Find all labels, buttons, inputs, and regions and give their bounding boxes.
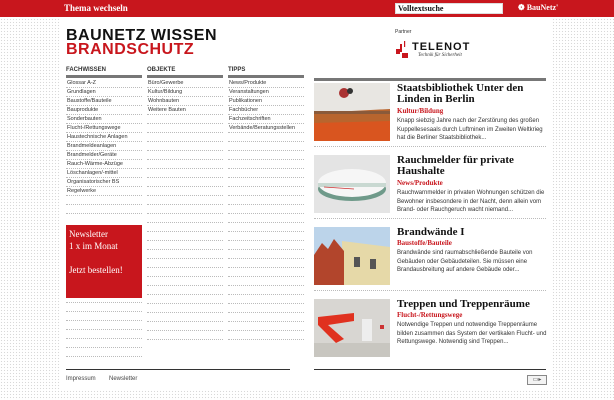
spacer [69,252,139,264]
nav-item[interactable]: Brandmelder/Geräte [66,151,142,160]
empty-row [147,304,223,313]
nav-fachwissen [66,67,142,357]
empty-row [228,205,304,214]
empty-row [228,295,304,304]
article-image[interactable] [314,227,390,285]
article-title[interactable]: Rauchmelder für private Haushalte [397,154,514,177]
empty-row [66,196,142,205]
partner-logo[interactable] [396,39,476,61]
nav-item[interactable]: Flucht-/Rettungswege [66,124,142,133]
nav-item[interactable]: Fachbücher [228,106,304,115]
print-icon: ▭▸ [532,377,542,383]
empty-row [147,178,223,187]
empty-row [147,250,223,259]
article-category[interactable]: Kultur/Bildung [397,107,444,115]
nav-item[interactable]: Veranstaltungen [228,88,304,97]
main-page [60,17,552,390]
empty-row [228,331,304,340]
newsletter-link[interactable]: Newsletter [109,376,138,382]
empty-row [147,187,223,196]
empty-row [228,259,304,268]
empty-row [66,321,142,330]
empty-row [147,259,223,268]
empty-row [147,214,223,223]
empty-row [228,178,304,187]
top-bar [0,0,614,17]
empty-row [147,133,223,142]
article-teaser[interactable] [314,297,546,363]
empty-row [228,241,304,250]
article-excerpt: Brandwände sind raumabschließende Bauteile von Gebäuden oder Gebäudeteilen. Sie müssen eine Brandausbreitung auf andere Gebäude oder... [397,250,533,273]
empty-row [147,196,223,205]
nav-item[interactable]: Brandmeldeanlagen [66,142,142,151]
empty-row [147,295,223,304]
empty-row [147,223,223,232]
telenot-mark-icon [396,41,410,59]
empty-row [228,142,304,151]
empty-row [228,196,304,205]
empty-row [147,205,223,214]
divider [66,369,290,370]
nav-item[interactable]: Büro/Gewerbe [147,79,223,88]
article-title[interactable]: Staatsbibliothek Unter den Linden in Berlin [397,82,524,105]
empty-row [228,268,304,277]
article-category[interactable]: Flucht-/Rettungswege [397,311,463,319]
empty-row [147,232,223,241]
empty-row [147,313,223,322]
empty-row [147,286,223,295]
nav-item[interactable]: Baustoffe/Bauteile [66,97,142,106]
nav-item[interactable]: Haustechnische Anlagen [66,133,142,142]
nav-tipps [228,67,304,340]
search-input[interactable]: Volltextsuche [395,3,503,14]
article-teaser[interactable] [314,81,546,147]
partner-name: TELENOT [412,41,471,53]
empty-row [147,124,223,133]
nav-item[interactable]: Organisatorischer BS [66,178,142,187]
article-title[interactable]: Brandwände I [397,226,465,238]
divider [314,369,546,370]
nav-item[interactable]: Wohnbauten [147,97,223,106]
divider [147,75,223,78]
nav-item[interactable]: Publikationen [228,97,304,106]
article-image[interactable] [314,155,390,213]
empty-row [66,330,142,339]
empty-row [147,142,223,151]
nav-objekte [147,67,223,340]
article-teaser[interactable] [314,153,546,219]
empty-row [228,304,304,313]
newsletter-line2: 1 x im Monat [69,241,118,251]
theme-switch-link[interactable]: Thema wechseln [64,3,128,13]
empty-row [228,133,304,142]
divider [66,75,142,78]
partner-label: Partner [395,29,412,35]
partner-tagline: Technik für Sicherheit [418,53,462,58]
impressum-link[interactable]: Impressum [66,376,96,382]
nav-item[interactable]: News/Produkte [228,79,304,88]
nav-item[interactable]: Löschanlagen/-mittel [66,169,142,178]
newsletter-line1: Newsletter [69,229,108,239]
empty-row [147,169,223,178]
nav-item[interactable]: Fachzeitschriften [228,115,304,124]
article-excerpt: Knapp siebzig Jahre nach der Zerstörung des großen Kuppellesesaals durch Luftminen im Zweiten Weltkrieg hat die Berliner Staatsbibliothek... [397,118,543,141]
nav-header-fachwissen: FACHWISSEN [66,67,107,73]
empty-row [228,313,304,322]
nav-header-objekte: OBJEKTE [147,67,176,73]
empty-row [228,277,304,286]
empty-row [147,151,223,160]
empty-row [147,160,223,169]
nav-item[interactable]: Regelwerke [66,187,142,196]
nav-header-tipps: TIPPS [228,67,246,73]
newsletter-cta: Jetzt bestellen! [69,265,123,275]
empty-row [228,223,304,232]
empty-row [147,241,223,250]
empty-row [228,151,304,160]
nav-item[interactable]: Bauprodukte [66,106,142,115]
nav-item[interactable]: Grundlagen [66,88,142,97]
empty-row [228,187,304,196]
empty-row [147,115,223,124]
empty-row [228,169,304,178]
empty-row [147,268,223,277]
site-subtitle[interactable]: BRANDSCHUTZ [66,41,195,58]
newsletter-banner[interactable] [66,225,142,298]
article-image[interactable] [314,83,390,141]
nav-item[interactable]: Weitere Bauten [147,106,223,115]
empty-row [228,322,304,331]
nav-item[interactable]: Verbände/Beratungsstellen [228,124,304,133]
baunetz-logo-link[interactable]: ❁ BauNetz' [518,3,559,12]
article-category[interactable]: News/Produkte [397,179,443,187]
empty-row [228,160,304,169]
site-title[interactable]: BAUNETZ WISSEN [66,27,217,44]
divider [228,75,304,78]
article-excerpt: Notwendige Treppen und notwendige Treppenräume bilden zusammen das System der vertikalen Flucht- und Rettungswege. Notwendig sind Treppen... [397,322,547,345]
article-teaser[interactable] [314,225,546,291]
empty-row [66,205,142,214]
nav-item[interactable]: Kultur/Bildung [147,88,223,97]
empty-row [228,232,304,241]
article-image[interactable] [314,299,390,357]
article-category[interactable]: Baustoffe/Bauteile [397,239,452,247]
nav-item[interactable]: Glossar A-Z [66,79,142,88]
empty-row [147,331,223,340]
empty-row [147,322,223,331]
print-button[interactable] [527,375,547,385]
article-title[interactable]: Treppen und Treppenräume [397,298,530,310]
nav-item[interactable]: Rauch-Wärme-Abzüge [66,160,142,169]
empty-row [66,339,142,348]
empty-row [66,312,142,321]
empty-row [228,214,304,223]
empty-row [66,303,142,312]
empty-row [66,348,142,357]
article-excerpt: Rauchwarnmelder in privaten Wohnungen schützen die Bewohner insbesondere in der Nacht, denn allein vom Brand- oder Rauchgeruch wacht niemand... [397,190,545,213]
nav-item[interactable]: Sonderbauten [66,115,142,124]
empty-row [147,277,223,286]
empty-row [228,250,304,259]
empty-row [228,286,304,295]
